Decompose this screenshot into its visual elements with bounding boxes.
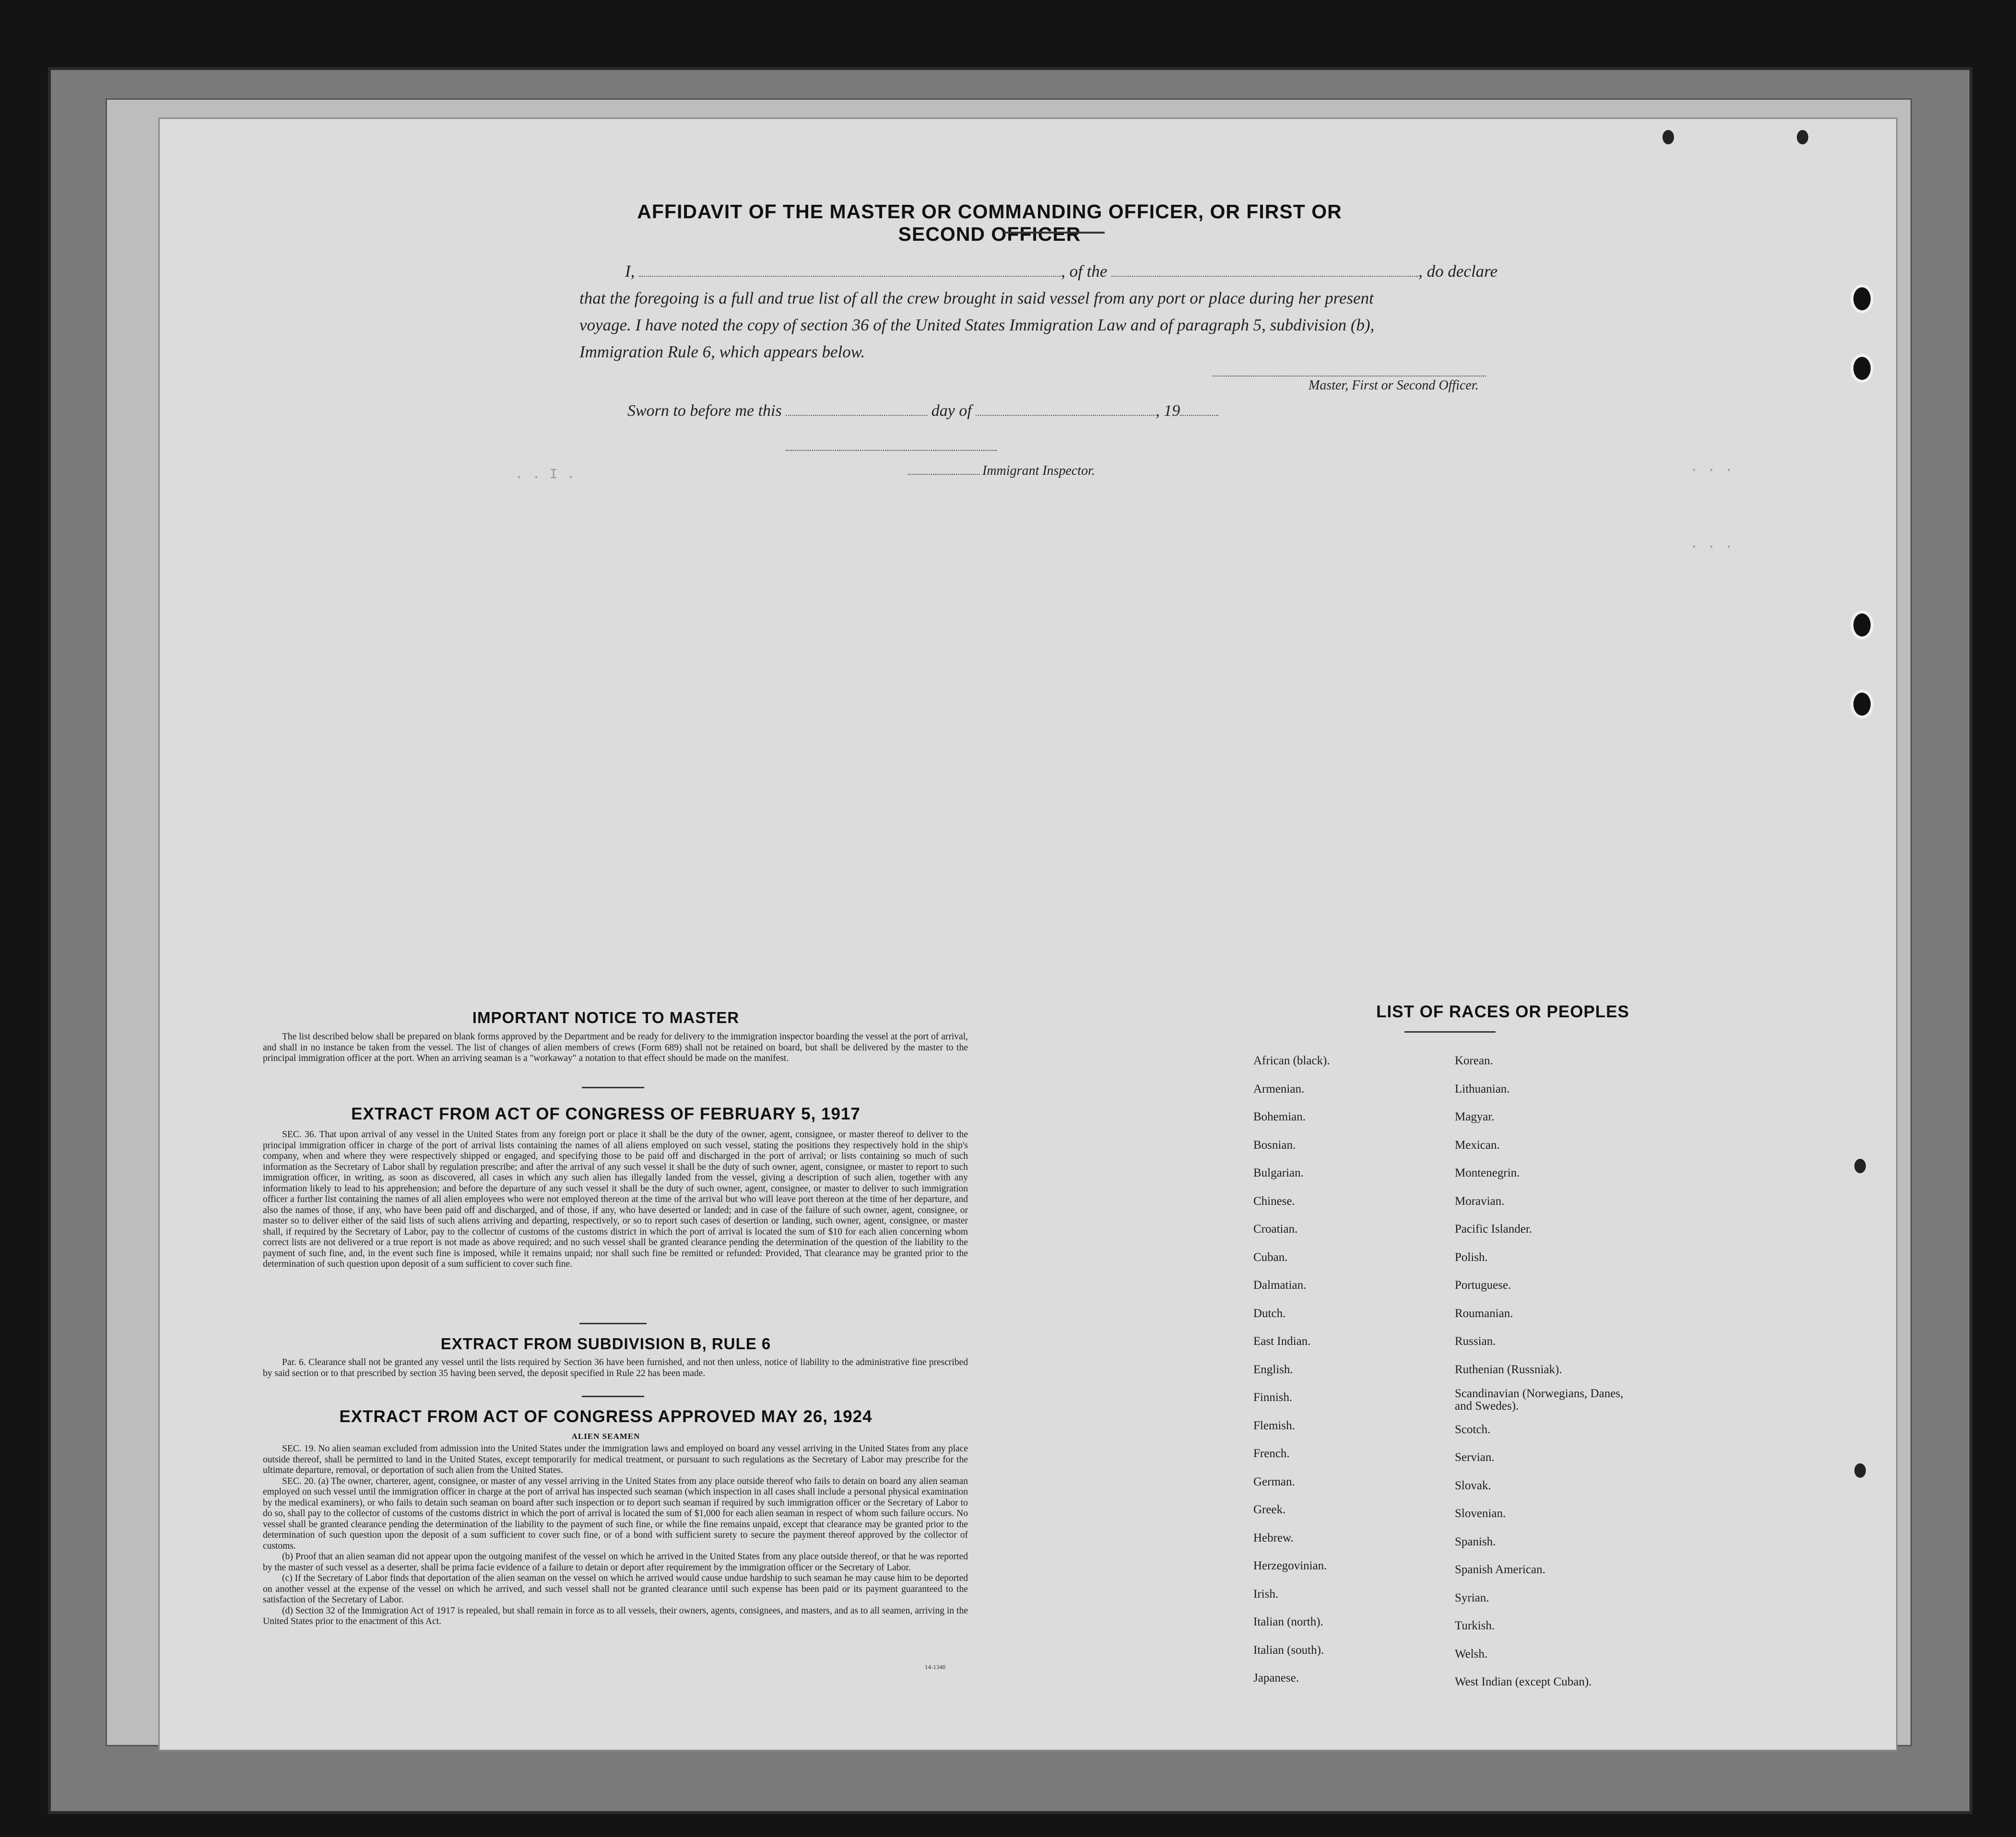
race-item: Chinese. [1253, 1194, 1295, 1208]
bleed-through-mark: . . . [1690, 459, 1733, 476]
race-item: Magyar. [1455, 1110, 1495, 1123]
race-item: Finnish. [1253, 1391, 1293, 1404]
extract-1924-subheading: ALIEN SEAMEN [571, 1432, 640, 1441]
race-item: German. [1253, 1475, 1295, 1488]
race-item: Croatian. [1253, 1223, 1298, 1236]
races-right-column [1455, 1047, 1627, 1696]
race-item: Moravian. [1455, 1194, 1505, 1208]
extract-1917-heading: EXTRACT FROM ACT OF CONGRESS OF FEBRUARY 5, 1917 [351, 1105, 861, 1123]
notice-heading: IMPORTANT NOTICE TO MASTER [472, 1009, 740, 1026]
punch-hole [1661, 129, 1675, 146]
race-item: Korean. [1455, 1054, 1493, 1067]
race-item: Flemish. [1253, 1419, 1295, 1432]
signature-line[interactable] [1213, 376, 1486, 377]
race-item: Turkish. [1455, 1619, 1495, 1632]
race-item: Syrian. [1455, 1591, 1489, 1604]
race-item: Polish. [1455, 1250, 1488, 1264]
affidavit-statement [579, 258, 1673, 365]
race-item: Montenegrin. [1455, 1166, 1520, 1179]
race-item: Spanish. [1455, 1535, 1496, 1548]
race-item: Japanese. [1253, 1672, 1299, 1684]
race-item: English. [1253, 1363, 1293, 1376]
vessel-blank[interactable] [1111, 265, 1418, 277]
races-left-column [1253, 1047, 1330, 1693]
race-item: Mexican. [1455, 1138, 1500, 1152]
race-item: Irish. [1253, 1587, 1279, 1601]
section-rule [579, 1323, 647, 1324]
race-item: Dalmatian. [1253, 1279, 1307, 1292]
punch-hole [1795, 129, 1810, 146]
title-rule [1004, 232, 1105, 234]
extract-1924-heading: EXTRACT FROM ACT OF CONGRESS APPROVED MAY 26, 1924 [339, 1407, 872, 1426]
extract-rule6-paragraph: Par. 6. Clearance shall not be granted any vessel until the lists required by Section 36 have been furnished, and not then unless, notice of liability to the administrative fine prescribed by said section or to that prescribed by section 35 having been served, the deposit specified in Rule 22 has been made. [263, 1357, 968, 1378]
race-item: Welsh. [1455, 1647, 1488, 1660]
affidavit-title: AFFIDAVIT OF THE MASTER OR COMMANDING OFFICER, OR FIRST OR SECOND OFFICER [637, 200, 1342, 245]
extract-1924-paragraph: (d) Section 32 of the Immigration Act of 1917 is repealed, but shall remain in force as to all vessels, their owners, agents, consignees, and masters, and as to all seamen, arriving in the United States prior to the enactment of this Act. [263, 1605, 968, 1626]
race-item: Herzegovinian. [1253, 1559, 1327, 1572]
race-item: Bulgarian. [1253, 1166, 1304, 1179]
extract-rule6-body [263, 1357, 968, 1379]
race-item: Slovak. [1455, 1479, 1491, 1492]
name-blank[interactable] [639, 265, 1061, 277]
races-heading: LIST OF RACES OR PEOPLES [1376, 1002, 1629, 1021]
race-item: Servian. [1455, 1451, 1495, 1464]
extract-1924-paragraph: SEC. 20. (a) The owner, charterer, agent, consignee, or master of any vessel arriving in the United States from any place outside thereof who fails to detain on board any alien seaman employed on such vessel until the immigration officer in charge at the port of arrival has inspected such seaman (which inspection in all cases shall include a personal physical examination by the medical examiners), or who fails to detain such seaman on board after such inspection or to deport such seaman if required by such immigration officer or the Secretary of Labor to do so, shall pay to the collector of customs of the customs district in which the port of arrival is located the sum of $1,000 for each alien seaman in respect of whom such failure occurs. No vessel shall be granted clearance pending the determination of the liability to the payment of such fine, or while the fine remains unpaid, except that clearance may be granted prior to the determination of such question upon the deposit of a sum sufficient to cover such fine, or of a bond with sufficient surety to secure the payment thereof approved by the collector of customs. [263, 1476, 968, 1551]
race-item: Bosnian. [1253, 1138, 1296, 1152]
race-item: Italian (north). [1253, 1615, 1323, 1628]
race-item: Hebrew. [1253, 1531, 1294, 1544]
sworn-year-blank[interactable] [1180, 404, 1218, 416]
race-item: Bohemian. [1253, 1110, 1306, 1123]
punch-hole [1853, 1157, 1867, 1175]
sworn-line [627, 402, 1218, 420]
inspector-signature-line[interactable] [786, 450, 997, 451]
signature-label: Master, First or Second Officer. [1309, 378, 1479, 393]
race-item: Scandinavian (Norwegians, Danes, and Swedes). [1455, 1387, 1624, 1413]
affidavit-of-the: , of the [1061, 262, 1108, 281]
extract-1924-body [263, 1444, 968, 1627]
race-item: West Indian (except Cuban). [1455, 1675, 1592, 1688]
inspector-line-2 [908, 474, 980, 475]
affidavit-line-4: Immigration Rule 6, which appears below. [579, 342, 865, 361]
race-item: Lithuanian. [1455, 1082, 1510, 1095]
notice-body [263, 1032, 968, 1064]
race-item: East Indian. [1253, 1335, 1311, 1348]
race-item: Pacific Islander. [1455, 1223, 1533, 1236]
race-item: Ruthenian (Russniak). [1455, 1363, 1562, 1376]
bleed-through-mark: . . I . [515, 467, 576, 483]
race-item: Spanish American. [1455, 1563, 1545, 1576]
section-rule [582, 1396, 644, 1397]
extract-1924-paragraph: (c) If the Secretary of Labor finds that deportation of the alien seaman on the vessel on which he arrived would cause undue hardship to such seaman he may cause him to be deported on another vessel at the expense of the vessel on which he arrived, and such vessel shall not be granted clearance until such expense has been paid or its payment guaranteed to the satisfaction of the Secretary of Labor. [263, 1573, 968, 1605]
extract-1924-paragraph: (b) Proof that an alien seaman did not appear upon the outgoing manifest of the vessel on which he arrived in the United States from any place outside thereof, or that he was reported by the master of such vessel as a deserter, shall be prima facie evidence of a failure to detain or deport after requirement by the immigration officer or the Secretary of Labor. [263, 1552, 968, 1573]
race-item: Slovenian. [1455, 1507, 1506, 1520]
manifest-page [158, 118, 1898, 1751]
punch-hole [1851, 690, 1874, 718]
extract-1924-paragraph: SEC. 19. No alien seaman excluded from admission into the United States under the immigration laws and employed on board any vessel arriving in the United States from any place outside thereof, shall be permitted to land in the United States, except temporarily for medical treatment, or pursuant to such regulations as the Secretary of Labor may prescribe for the ultimate departure, removal, or deportation of such alien from the United States. [263, 1444, 968, 1475]
punch-hole [1853, 1462, 1867, 1479]
extract-1917-paragraph: SEC. 36. That upon arrival of any vessel in the United States from any foreign port or place it shall be the duty of the owner, agent, consignee, or master thereof to deliver to the principal immigration officer in charge of the port of arrival lists containing the names of all aliens employed on such vessel, stating the positions they respectively hold in the ship's company, when and where they were respectively shipped or engaged, and specifying those to be paid off and discharged in the port of arrival; or lists containing so much of such information as the Secretary of Labor shall by regulation prescribe; and after the arrival of any such vessel it shall be the duty of such owner, agent, consignee, or master to report to such immigration officer, in writing, as soon as discovered, all cases in which any such alien has illegally landed from the vessel, giving a description of such alien, together with any information likely to lead to his apprehension; and before the departure of any such vessel it shall be the duty of such owner, agent, consignee, or master to deliver to such immigration officer a further list containing the names of all alien employees who were not employed thereon at the time of the arrival but who will leave port thereon at the time of her departure, and also the names of those, if any, who have been paid off and discharged, and of those, if any, who have deserted or landed; and in case of the failure of such owner, agent, consignee, or master so to deliver either of the said lists of such aliens arriving and departing, respectively, or so to report such cases of desertion or landing, such owner, agent, consignee, or master shall, if required by the Secretary of Labor, pay to the collector of customs of the customs district in which the port of arrival is located the sum of $10 for each alien concerning whom correct lists are not delivered or a true report is not made as above required; and no such vessel shall be granted clearance pending the determination of the question of the liability to the payment of such fine, and, in the event such fine is imposed, while it remains unpaid; nor shall such fine be remitted or refunded: Provided, That clearance may be granted prior to the determination of such question upon deposit of a sum sufficient to cover such fine. [263, 1130, 968, 1269]
sworn-prefix: Sworn to before me this [627, 402, 782, 420]
affidavit-do-declare: , do declare [1418, 262, 1498, 281]
race-item: French. [1253, 1447, 1290, 1460]
race-item: Greek. [1253, 1503, 1286, 1516]
sworn-day-blank[interactable] [786, 404, 927, 416]
race-item: Russian. [1455, 1335, 1496, 1348]
punch-hole [1851, 284, 1874, 313]
sworn-month-blank[interactable] [976, 404, 1155, 416]
sworn-year: , 19 [1155, 402, 1180, 420]
inspector-label: Immigrant Inspector. [982, 463, 1095, 478]
race-item: Italian (south). [1253, 1643, 1324, 1657]
affidavit-line-3: voyage. I have noted the copy of section 36 of the United States Immigration Law and of paragraph 5, subdivision (b), [579, 316, 1375, 334]
extract-1917-body [263, 1130, 968, 1270]
race-item: Cuban. [1253, 1250, 1288, 1264]
punch-hole [1851, 354, 1874, 383]
race-item: Armenian. [1253, 1082, 1305, 1095]
bleed-through-mark: . . . [1690, 536, 1733, 553]
affidavit-line-2: that the foregoing is a full and true list of all the crew brought in said vessel from any port or place during her present [579, 289, 1374, 307]
race-item: African (black). [1253, 1054, 1330, 1067]
race-item: Portuguese. [1455, 1279, 1511, 1292]
section-rule [582, 1087, 644, 1088]
race-item: Roumanian. [1455, 1307, 1513, 1320]
race-item: Scotch. [1455, 1423, 1491, 1436]
affidavit-i: I, [625, 262, 635, 281]
sworn-day-of: day of [931, 402, 972, 420]
races-rule [1404, 1031, 1496, 1033]
race-item: Dutch. [1253, 1307, 1286, 1320]
extract-rule6-heading: EXTRACT FROM SUBDIVISION B, RULE 6 [440, 1335, 771, 1353]
form-code: 14-1340 [925, 1663, 946, 1671]
notice-paragraph: The list described below shall be prepared on blank forms approved by the Department and be ready for delivery to the immigration inspector boarding the vessel at the port of arrival, and shall in no instance be taken from the vessel. The list of changes of alien members of crews (Form 689) shall not be retained on board, but shall be delivered by the master to the principal immigration officer at the port. When an arriving seaman is a "workaway" a notation to that effect should be made on the manifest. [263, 1032, 968, 1063]
punch-hole [1851, 611, 1874, 639]
